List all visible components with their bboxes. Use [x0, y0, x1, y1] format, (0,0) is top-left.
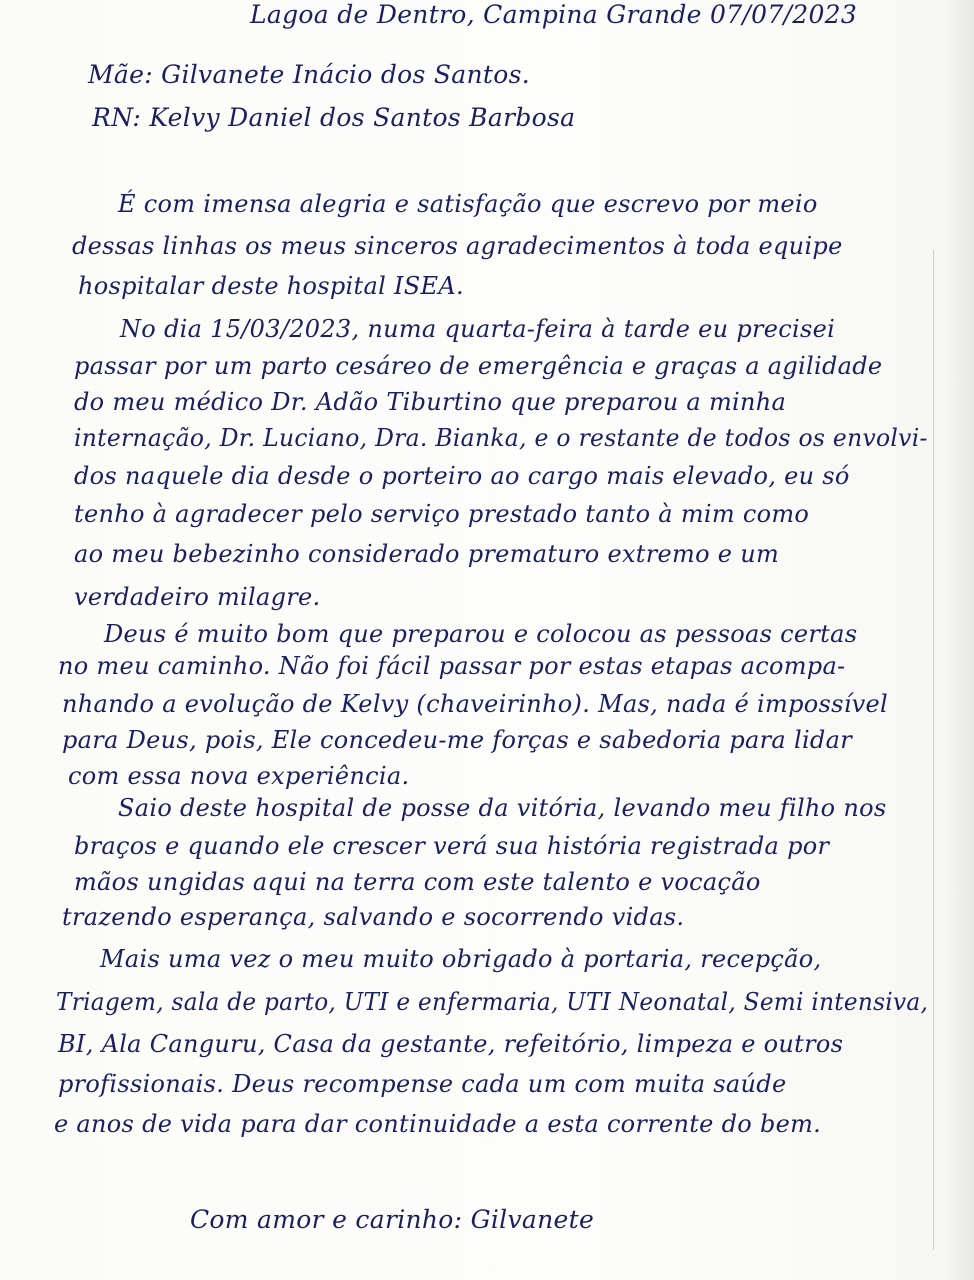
body-line-22: Triagem, sala de parto, UTI e enfermaria, UTI Neonatal, Semi intensiva, [56, 988, 929, 1016]
body-line-1: É com imensa alegria e satisfação que escrevo por meio [118, 190, 818, 218]
mother-name-line: Mãe: Gilvanete Inácio dos Santos. [88, 60, 530, 89]
newborn-name-line: RN: Kelvy Daniel dos Santos Barbosa [92, 103, 576, 132]
body-line-13: no meu caminho. Não foi fácil passar por estas etapas acompa- [58, 652, 846, 680]
body-line-12: Deus é muito bom que preparou e colocou as pessoas certas [104, 620, 858, 648]
body-line-20: trazendo esperança, salvando e socorrendo vidas. [62, 903, 685, 931]
place-date-line: Lagoa de Dentro, Campina Grande 07/07/2023 [250, 0, 858, 29]
body-line-24: profissionais. Deus recompense cada um com muita saúde [58, 1070, 787, 1098]
body-line-19: mãos ungidas aqui na terra com este talento e vocação [74, 868, 761, 896]
body-line-7: internação, Dr. Luciano, Dra. Bianka, e o restante de todos os envolvi- [74, 424, 928, 452]
body-line-21: Mais uma vez o meu muito obrigado à portaria, recepção, [100, 945, 822, 973]
body-line-11: verdadeiro milagre. [74, 583, 321, 611]
page-edge-shadow [944, 0, 974, 1280]
body-line-23: BI, Ala Canguru, Casa da gestante, refeitório, limpeza e outros [58, 1030, 844, 1058]
body-line-18: braços e quando ele crescer verá sua história registrada por [74, 832, 830, 860]
body-line-6: do meu médico Dr. Adão Tiburtino que preparou a minha [74, 388, 787, 416]
body-line-2: dessas linhas os meus sinceros agradecimentos à toda equipe [72, 232, 843, 260]
body-line-10: ao meu bebezinho considerado prematuro extremo e um [74, 540, 780, 568]
closing-signature: Com amor e carinho: Gilvanete [190, 1205, 595, 1234]
body-line-5: passar por um parto cesáreo de emergência e graças a agilidade [74, 352, 883, 380]
body-line-14: nhando a evolução de Kelvy (chaveirinho). Mas, nada é impossível [62, 690, 889, 718]
body-line-3: hospitalar deste hospital ISEA. [78, 272, 464, 300]
body-line-16: com essa nova experiência. [68, 762, 410, 790]
body-line-9: tenho à agradecer pelo serviço prestado tanto à mim como [74, 500, 810, 528]
body-line-8: dos naquele dia desde o porteiro ao cargo mais elevado, eu só [74, 462, 850, 490]
body-line-4: No dia 15/03/2023, numa quarta-feira à tarde eu precisei [120, 315, 836, 343]
page-fold-line [933, 250, 934, 1250]
body-line-17: Saio deste hospital de posse da vitória, levando meu filho nos [118, 794, 887, 822]
body-line-15: para Deus, pois, Ele concedeu-me forças e sabedoria para lidar [62, 726, 852, 754]
body-line-25: e anos de vida para dar continuidade a esta corrente do bem. [54, 1110, 822, 1138]
